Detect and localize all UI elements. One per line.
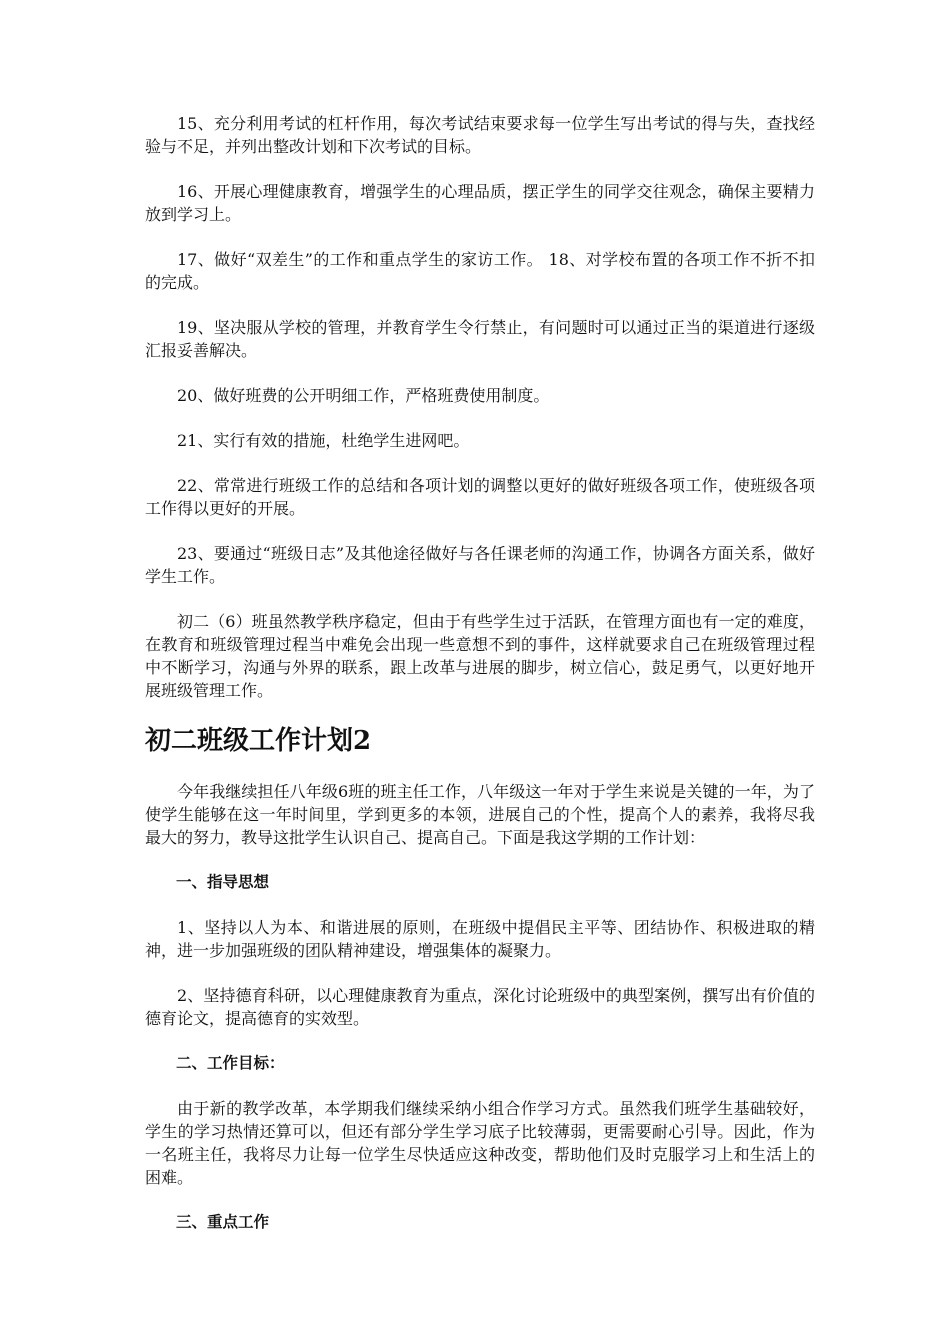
paragraph-item-17-18: 17、做好“双差生”的工作和重点学生的家访工作。 18、对学校布置的各项工作不折不扣的完成。 xyxy=(145,250,815,292)
paragraph-item-15: 15、充分利用考试的杠杆作用，每次考试结束要求每一位学生写出考试的得与失，查找经验与不足，并列出整改计划和下次考试的目标。 xyxy=(145,114,815,156)
paragraph-item-19: 19、坚决服从学校的管理，并教育学生令行禁止，有问题时可以通过正当的渠道进行逐级汇报妥善解决。 xyxy=(145,318,815,360)
document-page xyxy=(145,112,815,1256)
paragraph-summary: 初二（6）班虽然教学秩序稳定，但由于有些学生过于活跃，在管理方面也有一定的难度，在教育和班级管理过程当中难免会出现一些意想不到的事件，这样就要求自己在班级管理过程中不断学习，沟通与外界的联系，跟上改革与进展的脚步，树立信心，鼓足勇气，以更好地开展班级管理工作。 xyxy=(145,612,815,700)
paragraph-item-23: 23、要通过“班级日志”及其他途径做好与各任课老师的沟通工作，协调各方面关系，做好学生工作。 xyxy=(145,544,815,586)
paragraph-item-16: 16、开展心理健康教育，增强学生的心理品质，摆正学生的同学交往观念，确保主要精力放到学习上。 xyxy=(145,182,815,224)
paragraph-guiding-2: 2、坚持德育科研，以心理健康教育为重点，深化讨论班级中的典型案例，撰写出有价值的德育论文，提高德育的实效型。 xyxy=(145,986,815,1028)
paragraph-goals: 由于新的教学改革，本学期我们继续采纳小组合作学习方式。虽然我们班学生基础较好，学生的学习热情还算可以，但还有部分学生学习底子比较薄弱，更需要耐心引导。因此，作为一名班主任，我将尽力让每一位学生尽快适应这种改变，帮助他们及时克服学习上和生活上的困难。 xyxy=(145,1099,815,1187)
heading-work-goals: 二、工作目标： xyxy=(176,1054,285,1072)
section-title: 初二班级工作计划2 xyxy=(145,726,372,756)
heading-key-work: 三、重点工作 xyxy=(176,1213,270,1231)
paragraph-item-21: 21、实行有效的措施，杜绝学生进网吧。 xyxy=(177,431,470,450)
paragraph-guiding-1: 1、坚持以人为本、和谐进展的原则，在班级中提倡民主平等、团结协作、积极进取的精神，进一步加强班级的团队精神建设，增强集体的凝聚力。 xyxy=(145,918,815,960)
paragraph-intro: 今年我继续担任八年级6班的班主任工作，八年级这一年对于学生来说是关键的一年，为了使学生能够在这一年时间里，学到更多的本领，进展自己的个性，提高个人的素养，我将尽我最大的努力，教导这批学生认识自己、提高自己。下面是我这学期的工作计划： xyxy=(145,782,815,847)
paragraph-item-20: 20、做好班费的公开明细工作，严格班费使用制度。 xyxy=(177,386,550,405)
heading-guiding-thought: 一、指导思想 xyxy=(176,873,270,891)
paragraph-item-22: 22、常常进行班级工作的总结和各项计划的调整以更好的做好班级各项工作，使班级各项工作得以更好的开展。 xyxy=(145,476,815,518)
